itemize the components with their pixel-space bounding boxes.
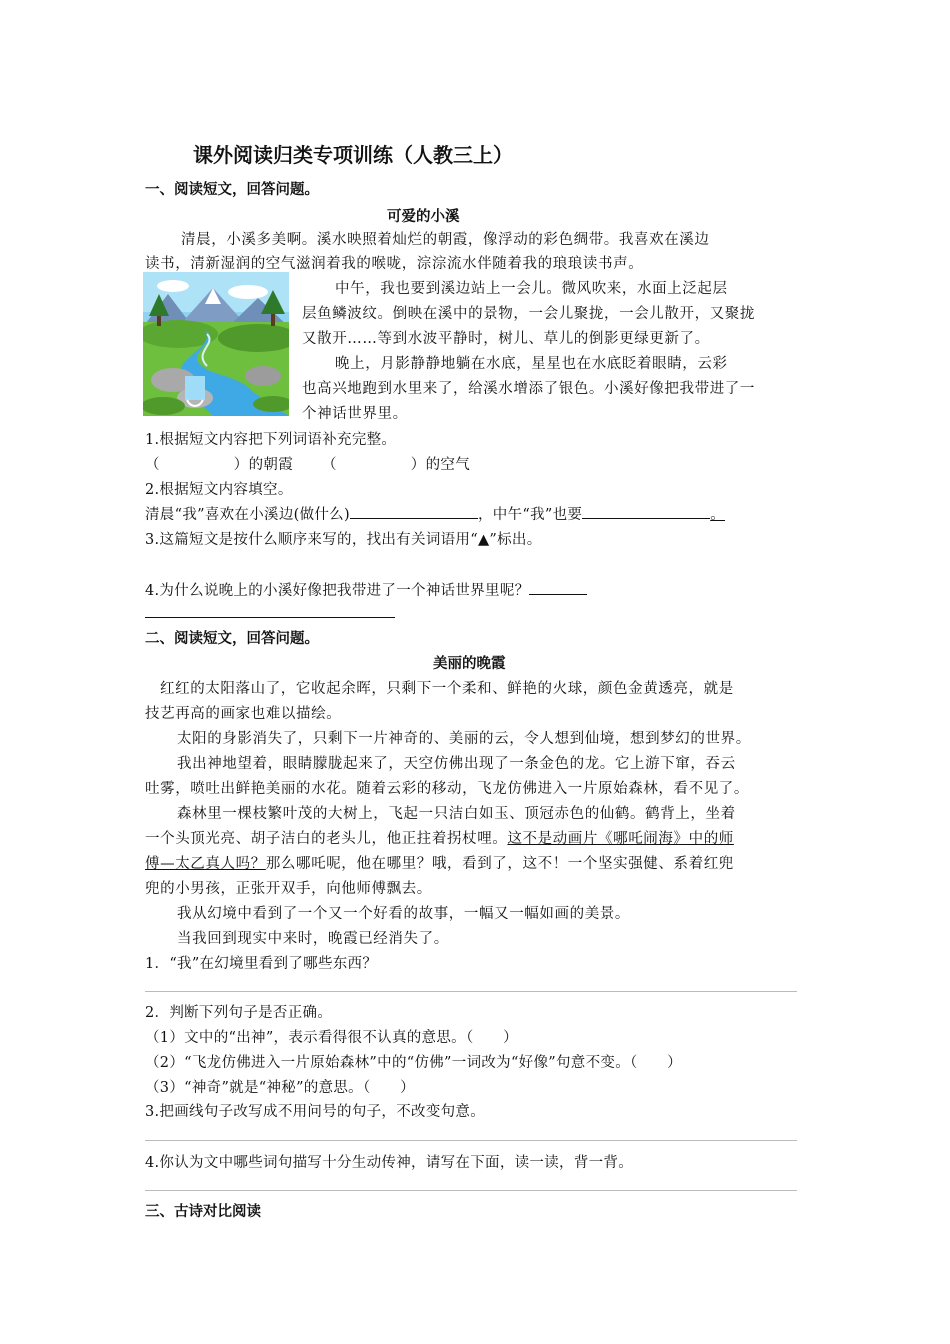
s2-q2-item-2[interactable]: （2）“飞龙仿佛进入一片原始森林”中的“仿佛”一词改为“好像”句意不变。（ ） bbox=[145, 1055, 682, 1071]
passage1-line: 也高兴地跑到水里来了，给溪水增添了银色。小溪好像把我带进了一 bbox=[302, 381, 755, 397]
passage2-text: 那么哪吒呢，他在哪里？哦，看到了，这不！一个坚实强健、系着红兜 bbox=[265, 856, 734, 872]
section1-passage-title: 可爱的小溪 bbox=[387, 209, 460, 225]
passage2-line bbox=[145, 827, 734, 848]
s1-question-2: 2.根据短文内容填空。 bbox=[145, 482, 293, 498]
s2-question-2: 2．判断下列句子是否正确。 bbox=[145, 1005, 333, 1021]
passage1-line: 清晨，小溪多美啊。溪水映照着灿烂的朝霞，像浮动的彩色绸带。我喜欢在溪边 bbox=[181, 232, 710, 248]
s1-q2-blank-b[interactable] bbox=[582, 504, 710, 519]
passage2-line: 吐雾，喷吐出鲜艳美丽的水花。随着云彩的移动，飞龙仿佛进入一片原始森林，看不见了。 bbox=[145, 781, 749, 797]
passage2-line: 红红的太阳落山了，它收起余晖，只剩下一个柔和、鲜艳的火球，颜色金黄透亮，就是 bbox=[160, 681, 734, 697]
section3-heading: 三、古诗对比阅读 bbox=[145, 1204, 261, 1220]
s1-q4-answer-line[interactable] bbox=[145, 617, 395, 618]
passage2-line: 我出神地望着，眼睛朦胧起来了，天空仿佛出现了一条金色的龙。它上游下窜，吞云 bbox=[177, 756, 736, 772]
passage2-line: 兜的小男孩，正张开双手，向他师傅飘去。 bbox=[145, 881, 432, 897]
s2-q1-answer-line[interactable] bbox=[145, 991, 797, 992]
passage1-line: 又散开……等到水波平静时，树儿、草儿的倒影更绿更新了。 bbox=[302, 331, 710, 347]
passage2-line: 技艺再高的画家也难以描绘。 bbox=[145, 706, 342, 722]
s2-q3-answer-line[interactable] bbox=[145, 1140, 797, 1141]
passage1-line: 晚上，月影静静地躺在水底，星星也在水底眨着眼睛，云彩 bbox=[335, 356, 728, 372]
s2-question-3: 3.把画线句子改写成不用问号的句子，不改变句意。 bbox=[145, 1104, 486, 1120]
passage2-line: 太阳的身影消失了，只剩下一片神奇的、美丽的云，令人想到仙境，想到梦幻的世界。 bbox=[177, 731, 751, 747]
s1-q2-blank-a[interactable] bbox=[350, 504, 478, 519]
s2-question-4: 4.你认为文中哪些词句描写十分生动传神，请写在下面，读一读，背一背。 bbox=[145, 1155, 634, 1171]
section1-heading: 一、阅读短文，回答问题。 bbox=[145, 182, 319, 198]
s1-q2-prompt-b: ，中午“我”也要 bbox=[477, 507, 583, 523]
s1-q1-blank-a[interactable]: （ ）的朝霞 bbox=[145, 457, 293, 473]
passage1-line: 中午，我也要到溪边站上一会儿。微风吹来，水面上泛起层 bbox=[335, 281, 728, 297]
s2-q4-answer-line[interactable] bbox=[145, 1190, 797, 1191]
passage1-line: 个神话世界里。 bbox=[302, 406, 408, 422]
passage1-line: 读书，清新湿润的空气滋润着我的喉咙，淙淙流水伴随着我的琅琅读书声。 bbox=[145, 256, 644, 272]
passage2-line: 当我回到现实中来时，晚霞已经消失了。 bbox=[177, 931, 449, 947]
page-title: 课外阅读归类专项训练（人教三上） bbox=[193, 143, 513, 167]
s1-q4-blank[interactable] bbox=[529, 580, 587, 595]
s1-q2-prompt-a: 清晨“我”喜欢在小溪边(做什么) bbox=[145, 507, 350, 523]
underlined-sentence: 傅—太乙真人吗？ bbox=[145, 856, 266, 872]
s1-q2-end: 。 bbox=[710, 507, 725, 523]
s1-question-4 bbox=[145, 579, 587, 600]
passage2-line: 我从幻境中看到了一个又一个好看的故事，一幅又一幅如画的美景。 bbox=[177, 906, 630, 922]
s1-q4-prompt: 4.为什么说晚上的小溪好像把我带进了一个神话世界里呢？ bbox=[145, 583, 530, 599]
s1-q2-line bbox=[145, 503, 725, 524]
passage2-line: 森林里一棵枝繁叶茂的大树上，飞起一只洁白如玉、顶冠赤色的仙鹤。鹤背上，坐着 bbox=[177, 806, 736, 822]
s2-q2-item-1[interactable]: （1）文中的“出神”，表示看得很不认真的意思。（ ） bbox=[145, 1030, 518, 1046]
passage2-line bbox=[145, 852, 734, 873]
s1-q1-blank-b[interactable]: （ ）的空气 bbox=[322, 457, 470, 473]
section2-heading: 二、阅读短文，回答问题。 bbox=[145, 631, 319, 647]
s2-q2-item-3[interactable]: （3）“神奇”就是“神秘”的意思。（ ） bbox=[145, 1080, 415, 1096]
section2-passage-title: 美丽的晚霞 bbox=[433, 656, 506, 672]
s2-question-1: 1．“我”在幻境里看到了哪些东西？ bbox=[145, 956, 378, 972]
underlined-sentence: 这不是动画片《哪吒闹海》中的师 bbox=[507, 831, 734, 847]
s1-question-3: 3.这篇短文是按什么顺序来写的，找出有关词语用“▲”标出。 bbox=[145, 532, 542, 548]
passage1-line: 层鱼鳞波纹。倒映在溪中的景物，一会儿聚拢，一会儿散开，又聚拢 bbox=[302, 306, 755, 322]
s1-question-1: 1.根据短文内容把下列词语补充完整。 bbox=[145, 432, 397, 448]
stream-landscape-image bbox=[143, 272, 289, 416]
passage2-text: 一个头顶光亮、胡子洁白的老头儿，他正拄着拐杖哩。 bbox=[145, 831, 508, 847]
